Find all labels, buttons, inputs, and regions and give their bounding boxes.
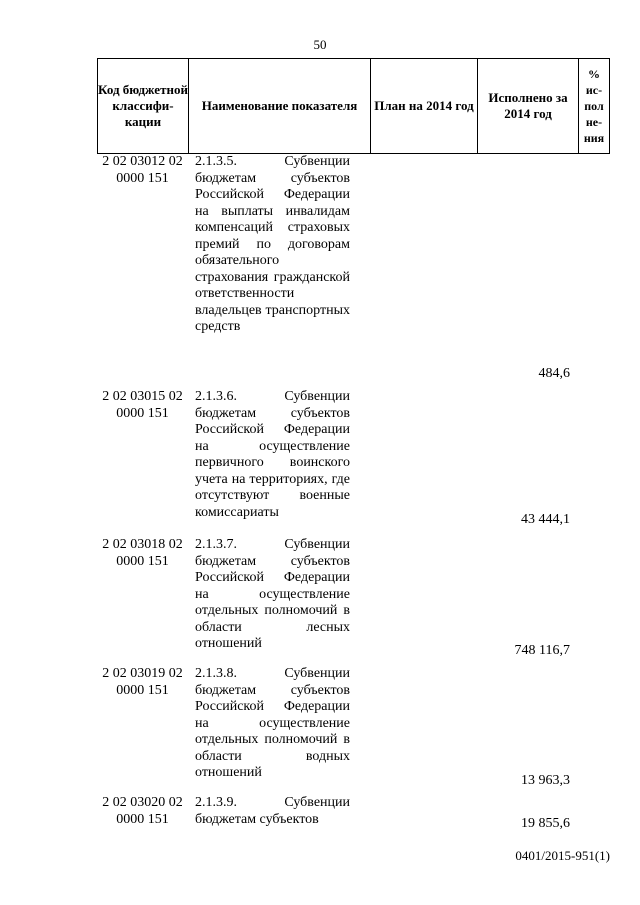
document-number: 0401/2015-951(1) <box>515 848 610 863</box>
row-code: 2 02 03012 02 0000 151 <box>102 154 183 186</box>
row-code: 2 02 03020 02 0000 151 <box>102 795 183 827</box>
header-executed: Исполнено за 2014 год <box>478 59 579 153</box>
header-percent: % ис-пол не-ния <box>583 67 605 145</box>
row-code: 2 02 03019 02 0000 151 <box>102 666 183 698</box>
header-plan: План на 2014 год <box>371 59 478 153</box>
row-executed: 13 963,3 <box>521 773 570 788</box>
row-name: 2.1.3.7. Субвенции бюджетам субъектов Российской Федерации на осуществление отдельных полномочий в области лесных отношений <box>195 537 350 651</box>
row-code: 2 02 03018 02 0000 151 <box>102 537 183 569</box>
row-name: 2.1.3.5. Субвенции бюджетам субъектов Российской Федерации на выплаты инвалидам компенсаций страховых премий по договорам обязательного страхования гражданской ответственности владельцев транспортных средств <box>195 154 350 334</box>
row-name: 2.1.3.6. Субвенции бюджетам субъектов Российской Федерации на осуществление первичного воинского учета на территориях, где отсутствуют военные комиссариаты <box>195 389 350 520</box>
header-name: Наименование показателя <box>189 59 371 153</box>
row-code: 2 02 03015 02 0000 151 <box>102 389 183 421</box>
header-code: Код бюджетной классифи-кации <box>98 59 189 153</box>
row-executed: 748 116,7 <box>514 643 570 658</box>
table-header <box>97 58 610 154</box>
page-number: 50 <box>313 37 327 52</box>
row-name: 2.1.3.9. Субвенции бюджетам субъектов <box>195 795 350 827</box>
row-executed: 43 444,1 <box>521 512 570 527</box>
row-name: 2.1.3.8. Субвенции бюджетам субъектов Российской Федерации на осуществление отдельных полномочий в области водных отношений <box>195 666 350 780</box>
row-executed: 484,6 <box>538 366 570 381</box>
row-executed: 19 855,6 <box>521 816 570 831</box>
